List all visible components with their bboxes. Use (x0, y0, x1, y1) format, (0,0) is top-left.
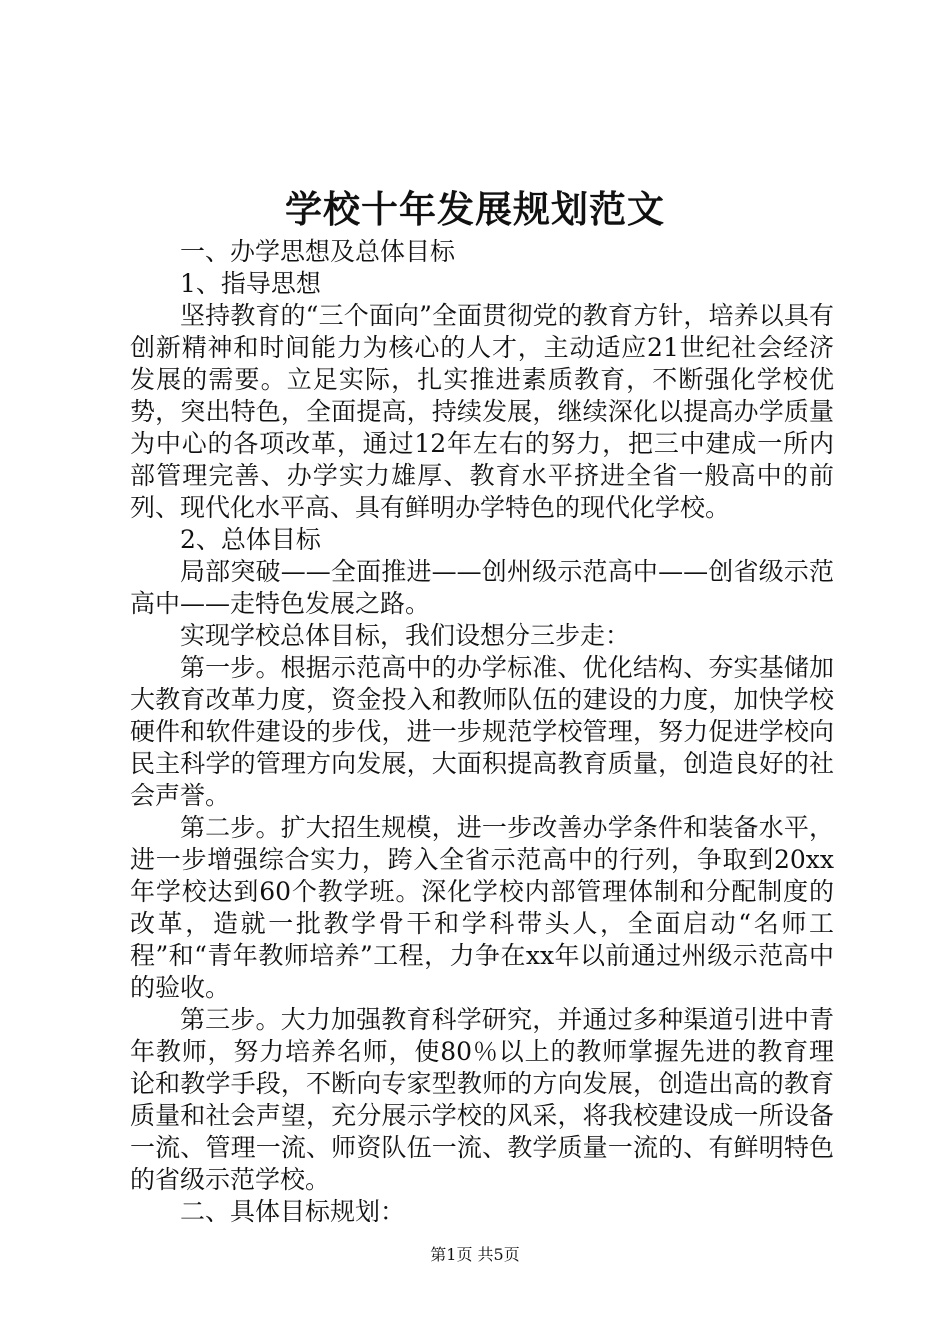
subsection-heading: 1、指导思想 (180, 269, 321, 298)
body-paragraph: 第二步。扩大招生规模，进一步改善办学条件和装备水平，进一步增强综合实力，跨入全省示范高中的行列，争取到20xx年学校达到60个教学班。深化学校内部管理体制和分配制度的改革，造就一批教学骨干和学科带头人，全面启动“名师工程”和“青年教师培养”工程，力争在xx年以前通过州级示范高中的验收。 (130, 813, 834, 1002)
page-number: 第1页 共5页 (430, 1245, 520, 1264)
body-paragraph: 第一步。根据示范高中的办学标准、优化结构、夯实基储加大教育改革力度，资金投入和教师队伍的建设的力度，加快学校硬件和软件建设的步伐，进一步规范学校管理，努力促进学校向民主科学的管理方向发展，大面积提高教育质量，创造良好的社会声誉。 (130, 653, 834, 810)
body-paragraph: 第三步。大力加强教育科学研究，并通过多种渠道引进中青年教师，努力培养名师，使80％以上的教师掌握先进的教育理论和教学手段，不断向专家型教师的方向发展，创造出高的教育质量和社会声望，充分展示学校的风采，将我校建设成一所设备一流、管理一流、师资队伍一流、教学质量一流的、有鲜明特色的省级示范学校。 (130, 1005, 834, 1194)
document-title: 学校十年发展规划范文 (285, 187, 665, 231)
body-paragraph: 坚持教育的“三个面向”全面贯彻党的教育方针，培养以具有创新精神和时间能力为核心的人才，主动适应21世纪社会经济发展的需要。立足实际，扎实推进素质教育，不断强化学校优势，突出特色，全面提高，持续发展，继续深化以提高办学质量为中心的各项改革，通过12年左右的努力，把三中建成一所内部管理完善、办学实力雄厚、教育水平挤进全省一般高中的前列、现代化水平高、具有鲜明办学特色的现代化学校。 (130, 301, 834, 522)
section-heading: 一、办学思想及总体目标 (180, 237, 456, 266)
body-paragraph: 局部突破——全面推进——创州级示范高中——创省级示范高中——走特色发展之路。 (130, 557, 834, 618)
section-heading: 二、具体目标规划： (180, 1197, 406, 1226)
body-paragraph: 实现学校总体目标，我们设想分三步走： (180, 621, 631, 650)
document-body (130, 236, 834, 1228)
subsection-heading: 2、总体目标 (180, 525, 321, 554)
